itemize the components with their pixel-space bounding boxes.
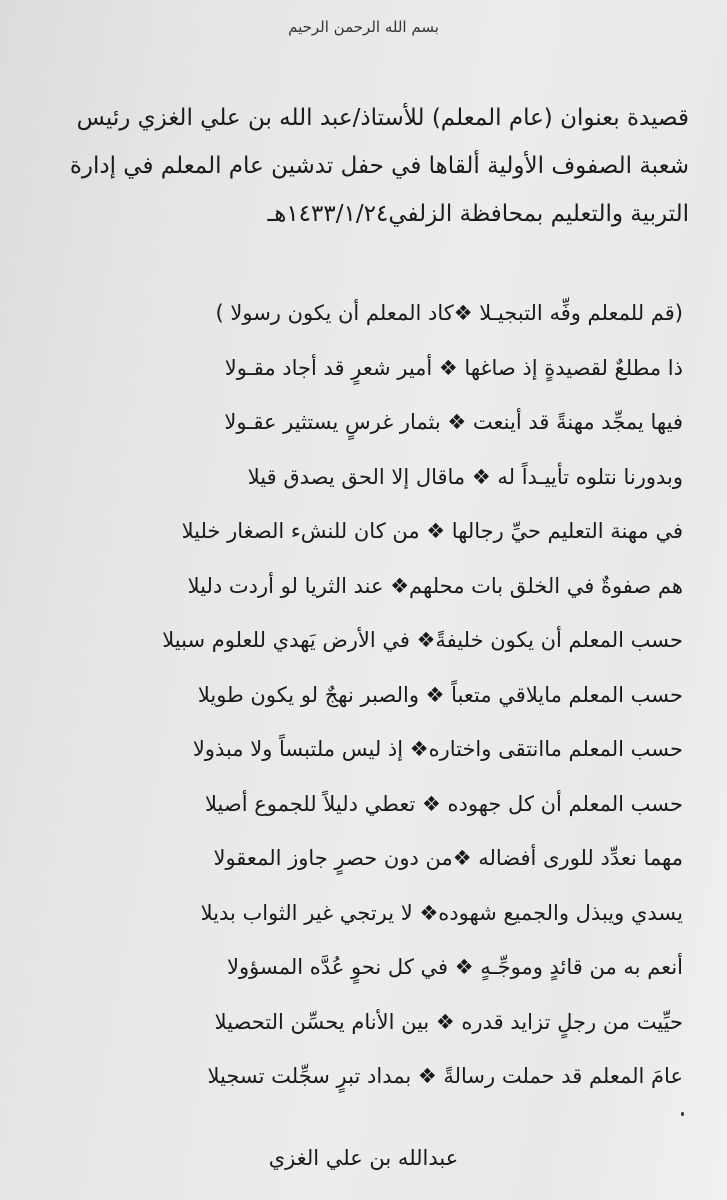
author-signature: عبدالله بن علي الغزي xyxy=(268,1146,459,1170)
poem-verse: وبدورنا نتلوه تأييـداً له ❖ ماقال إلا الحق يصدق قيلا xyxy=(247,464,683,489)
poem-verse: هم صفوةٌ في الخلق بات محلهم❖ عند الثريا لو أردت دليلا xyxy=(187,573,683,598)
ink-dot xyxy=(681,1112,684,1116)
basmala-heading: بسم الله الرحمن الرحيم xyxy=(288,18,439,36)
poem-verse: حسب المعلم مايلاقي متعباً ❖ والصبر نهجٌ لو يكون طويلا xyxy=(197,682,683,707)
poem-verse: (قم للمعلم وفِّه التبجيـلا ❖كاد المعلم أن يكون رسولا ) xyxy=(215,301,683,325)
poem-verse: حسب المعلم ماانتقى واختاره❖ إذ ليس ملتبساً ولا مبذولا xyxy=(192,737,683,761)
poem-verse: مهما نعدِّد للورى أفضاله ❖من دون حصرٍ جاوز المعقولا xyxy=(213,846,683,870)
intro-line: التربية والتعليم بمحافظة الزلفي١٤٣٣/١/٢٤هـ xyxy=(267,201,689,227)
poem-verse: ذا مطلعٌ لقصيدةٍ إذ صاغها ❖ أمير شعرٍ قد أجاد مقـولا xyxy=(224,355,683,380)
poem-verse: يسدي ويبذل والجميع شهوده❖ لا يرتجي غير الثواب بديلا xyxy=(200,900,683,925)
intro-line: قصيدة بعنوان (عام المعلم) للأستاذ/عبد الله بن علي الغزي رئيس xyxy=(76,105,689,131)
poem-verse: أنعم به من قائدٍ وموجِّـهٍ ❖ في كل نحوٍ عُدَّه المسؤولا xyxy=(227,955,683,979)
poem-verse: فيها يمجِّد مهنةً قد أينعت ❖ بثمار غرسٍ يستثير عقـولا xyxy=(224,410,683,434)
poem-verse: في مهنة التعليم حيِّ رجالها ❖ من كان للنشء الصغار خليلا xyxy=(181,519,683,543)
poem-verse: حسب المعلم أن يكون خليفةً❖ في الأرض يَهدي للعلوم سبيلا xyxy=(162,628,683,652)
intro-line: شعبة الصفوف الأولية ألقاها في حفل تدشين عام المعلم في إدارة xyxy=(69,153,689,179)
poem-body xyxy=(33,286,683,1104)
poem-verse: حسب المعلم أن كل جهوده ❖ تعطي دليلاً للجموع أصيلا xyxy=(205,791,683,816)
poem-verse: حيِّيت من رجلٍ تزايد قدره ❖ بين الأنام يحسِّن التحصيلا xyxy=(214,1009,683,1034)
intro-paragraph xyxy=(29,94,689,238)
poem-verse: عامَ المعلم قد حملت رسالةً ❖ بمداد تبرٍ سجِّلت تسجيلا xyxy=(207,1064,683,1088)
